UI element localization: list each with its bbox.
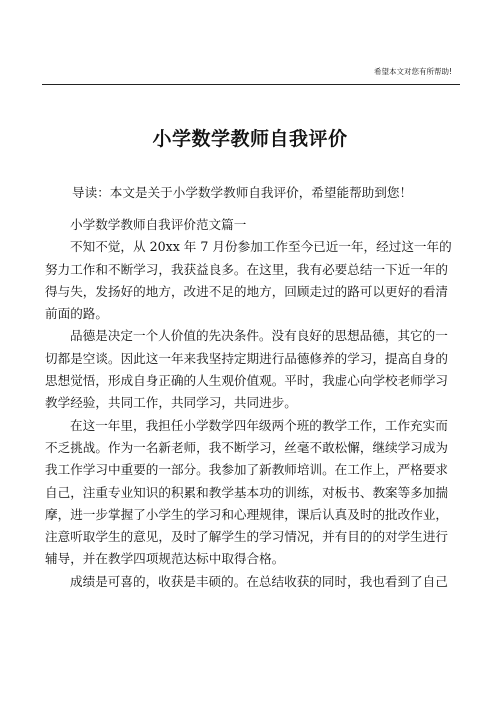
paragraph-line: 不乏挑战。作为一名新老师，我不断学习，丝毫不敢松懈，继续学习成为: [45, 439, 448, 455]
paragraph-line: 品德是决定一个人价值的先决条件。没有良好的思想品德，其它的一: [70, 328, 448, 344]
paragraph-line: 努力工作和不断学习，我获益良多。在这里，我有必要总结一下近一年的: [45, 261, 448, 277]
paragraph-line: 教学经验，共同工作，共同学习，共同进步。: [45, 395, 297, 411]
paragraph-line: 前面的路。: [45, 306, 108, 322]
page-title: 小学数学教师自我评价: [152, 128, 348, 150]
paragraph-line: 自己，注重专业知识的积累和教学基本功的训练，对板书、教案等多加揣: [45, 484, 448, 500]
header-divider: [42, 84, 460, 85]
paragraph-line: 在这一年里，我担任小学数学四年级两个班的教学工作，工作充实而: [70, 417, 448, 433]
paragraph-line: 摩，进一步掌握了小学生的学习和心理规律，课后认真及时的批改作业，: [45, 506, 448, 522]
paragraph-line: 得与失，发扬好的地方，改进不足的地方，回顾走过的路可以更好的看清: [45, 283, 448, 299]
paragraph-line: 成绩是可喜的，收获是丰硕的。在总结收获的同时，我也看到了自己: [70, 573, 448, 589]
intro-paragraph: 导读：本文是关于小学数学教师自我评价，希望能帮助到您！: [72, 185, 413, 200]
paragraph-line: 思想觉悟，形成自身正确的人生观价值观。平时，我虚心向学校老师学习: [45, 373, 448, 389]
paragraph-line: 辅导，并在教学四项规范达标中取得合格。: [45, 551, 285, 567]
body-text: [45, 214, 463, 593]
paragraph-line: 切都是空谈。因此这一年来我坚持定期进行品德修养的学习，提高自身的: [45, 350, 448, 366]
header-note: 希望本文对您有所帮助!: [373, 67, 452, 76]
paragraph-line: 注意听取学生的意见，及时了解学生的学习情况，并有目的的对学生进行: [45, 529, 448, 545]
paragraph-line: 不知不觉，从 20xx 年 7 月份参加工作至今已近一年，经过这一年的: [70, 239, 452, 255]
paragraph-line: 我工作学习中重要的一部分。我参加了新教师培训。在工作上，严格要求: [45, 462, 448, 478]
section-heading: 小学数学教师自我评价范文篇一: [70, 217, 247, 232]
